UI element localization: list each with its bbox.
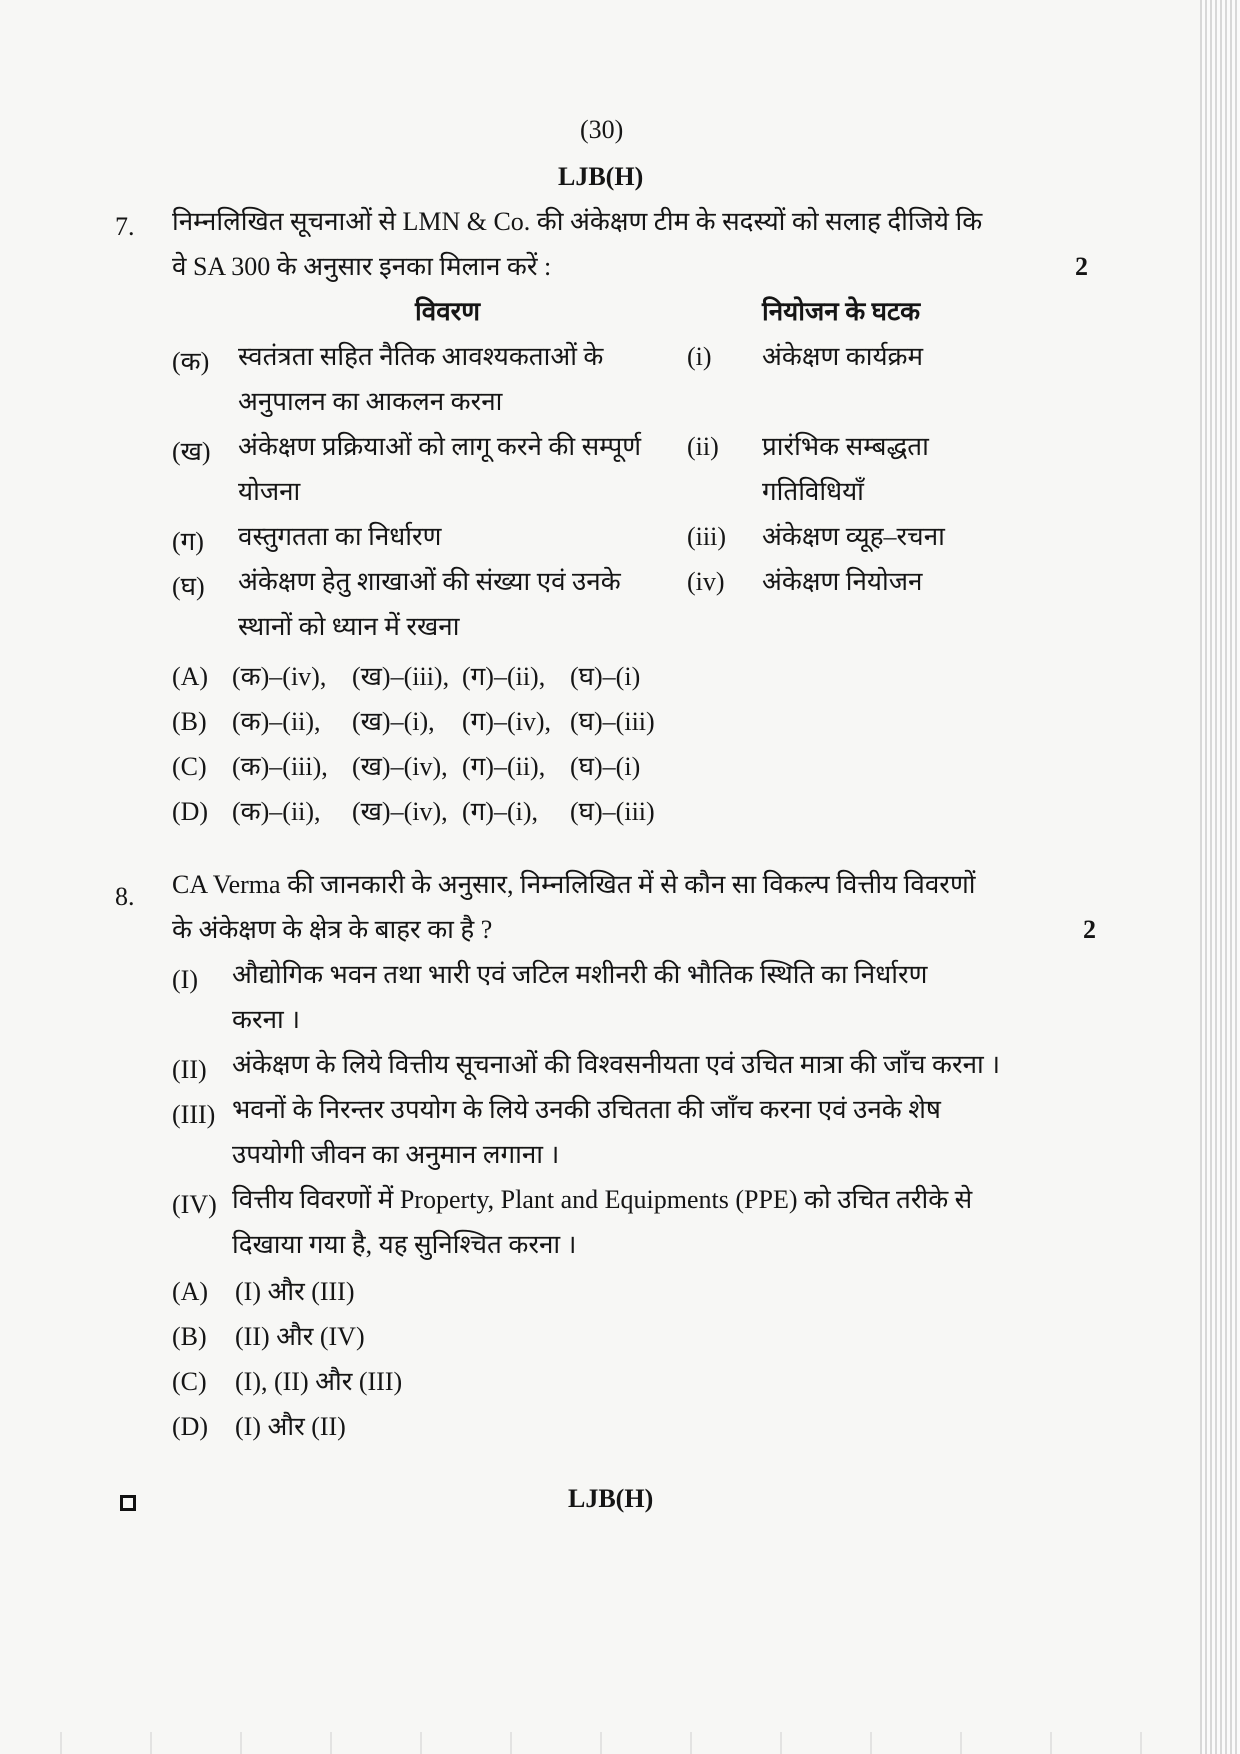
q7-option-part: (घ)–(iii)	[570, 797, 655, 826]
q8-statement-line2: उपयोगी जीवन का अनुमान लगाना ।	[232, 1140, 560, 1169]
q7-option-part: (क)–(iii),	[232, 752, 328, 781]
page-edge-binding	[1200, 0, 1240, 1754]
q8-statement-label: (I)	[172, 965, 198, 994]
q8-option-text: (II) और (IV)	[235, 1322, 365, 1351]
q7-option-label[interactable]: (B)	[172, 707, 207, 736]
q7-option-part: (घ)–(iii)	[570, 707, 655, 736]
q7-row-right-line1: प्रारंभिक सम्बद्धता	[762, 432, 929, 461]
q7-option-part: (घ)–(i)	[570, 752, 641, 781]
q7-option-part: (ग)–(ii),	[462, 752, 546, 781]
q7-option-part: (ख)–(iv),	[352, 797, 448, 826]
q7-option-label[interactable]: (A)	[172, 662, 209, 691]
scan-noise-strip	[0, 1732, 1200, 1754]
q7-option-label[interactable]: (C)	[172, 752, 207, 781]
q7-text-line2: वे SA 300 के अनुसार इनका मिलान करें :	[172, 252, 552, 281]
paper-code: LJB(H)	[558, 162, 644, 191]
page-number: (30)	[580, 115, 624, 144]
q7-option-part: (क)–(ii),	[232, 707, 321, 736]
q8-statement-line1: अंकेक्षण के लिये वित्तीय सूचनाओं की विश्वसनीयता एवं उचित मात्रा की जाँच करना ।	[232, 1050, 1001, 1079]
q8-marks: 2	[1083, 915, 1096, 944]
q7-row-left-line2: स्थानों को ध्यान में रखना	[238, 612, 460, 641]
q7-option-part: (ख)–(iii),	[352, 662, 450, 691]
q8-option-text: (I) और (II)	[235, 1412, 346, 1441]
q7-row-left-line1: स्वतंत्रता सहित नैतिक आवश्यकताओं के	[238, 342, 604, 371]
q7-row-right-label: (iii)	[687, 522, 726, 551]
q7-row-right-line1: अंकेक्षण कार्यक्रम	[762, 342, 924, 371]
q8-statement-line1: वित्तीय विवरणों में Property, Plant and Equipments (PPE) को उचित तरीके से	[232, 1185, 973, 1214]
q8-statement-line1: औद्योगिक भवन तथा भारी एवं जटिल मशीनरी की भौतिक स्थिति का निर्धारण	[232, 960, 928, 989]
q7-option-part: (क)–(ii),	[232, 797, 321, 826]
q7-row-right-line2: गतिविधियाँ	[762, 477, 864, 506]
q7-text-line1: निम्नलिखित सूचनाओं से LMN & Co. की अंकेक्षण टीम के सदस्यों को सलाह दीजिये कि	[172, 207, 983, 236]
q8-statement-label: (II)	[172, 1055, 207, 1084]
q7-row-label: (ख)	[172, 437, 211, 466]
registration-mark-icon	[120, 1495, 136, 1511]
q7-option-part: (क)–(iv),	[232, 662, 327, 691]
q7-col-left-header: विवरण	[415, 297, 481, 326]
q8-text-line2: के अंकेक्षण के क्षेत्र के बाहर का है ?	[172, 915, 493, 944]
q7-col-right-header: नियोजन के घटक	[762, 297, 921, 326]
q7-option-part: (घ)–(i)	[570, 662, 641, 691]
q7-row-right-label: (ii)	[687, 432, 719, 461]
q7-row-left-line1: अंकेक्षण हेतु शाखाओं की संख्या एवं उनके	[238, 567, 621, 596]
q7-option-part: (ख)–(iv),	[352, 752, 448, 781]
q7-option-label[interactable]: (D)	[172, 797, 209, 826]
q7-option-part: (ग)–(iv),	[462, 707, 551, 736]
q7-marks: 2	[1075, 252, 1088, 281]
q7-row-right-line1: अंकेक्षण नियोजन	[762, 567, 923, 596]
q7-row-left-line2: अनुपालन का आकलन करना	[238, 387, 503, 416]
q7-row-right-label: (iv)	[687, 567, 725, 596]
q7-option-part: (ग)–(i),	[462, 797, 538, 826]
q8-statement-label: (IV)	[172, 1190, 217, 1219]
q7-option-part: (ग)–(ii),	[462, 662, 546, 691]
q8-statement-line2: दिखाया गया है, यह सुनिश्चित करना ।	[232, 1230, 577, 1259]
q7-row-right-line1: अंकेक्षण व्यूह–रचना	[762, 522, 945, 551]
q7-row-label: (घ)	[172, 572, 205, 601]
q7-row-left-line1: वस्तुगतता का निर्धारण	[238, 522, 442, 551]
q7-number: 7.	[115, 212, 135, 241]
q7-row-left-line2: योजना	[238, 477, 301, 506]
q8-statement-line1: भवनों के निरन्तर उपयोग के लिये उनकी उचितता की जाँच करना एवं उनके शेष	[232, 1095, 941, 1124]
q8-statement-line2: करना ।	[232, 1005, 301, 1034]
q7-row-right-label: (i)	[687, 342, 712, 371]
q8-number: 8.	[115, 882, 135, 911]
q7-row-left-line1: अंकेक्षण प्रक्रियाओं को लागू करने की सम्पूर्ण	[238, 432, 642, 461]
footer-paper-code: LJB(H)	[568, 1484, 654, 1513]
q7-row-label: (क)	[172, 347, 210, 376]
q7-row-label: (ग)	[172, 527, 204, 556]
q8-option-label[interactable]: (D)	[172, 1412, 209, 1441]
q8-option-label[interactable]: (A)	[172, 1277, 209, 1306]
q7-option-part: (ख)–(i),	[352, 707, 435, 736]
q8-option-text: (I), (II) और (III)	[235, 1367, 403, 1396]
q8-option-text: (I) और (III)	[235, 1277, 355, 1306]
q8-text-line1: CA Verma की जानकारी के अनुसार, निम्नलिखित में से कौन सा विकल्प वित्तीय विवरणों	[172, 870, 976, 899]
q8-option-label[interactable]: (B)	[172, 1322, 207, 1351]
q8-option-label[interactable]: (C)	[172, 1367, 207, 1396]
q8-statement-label: (III)	[172, 1100, 216, 1129]
